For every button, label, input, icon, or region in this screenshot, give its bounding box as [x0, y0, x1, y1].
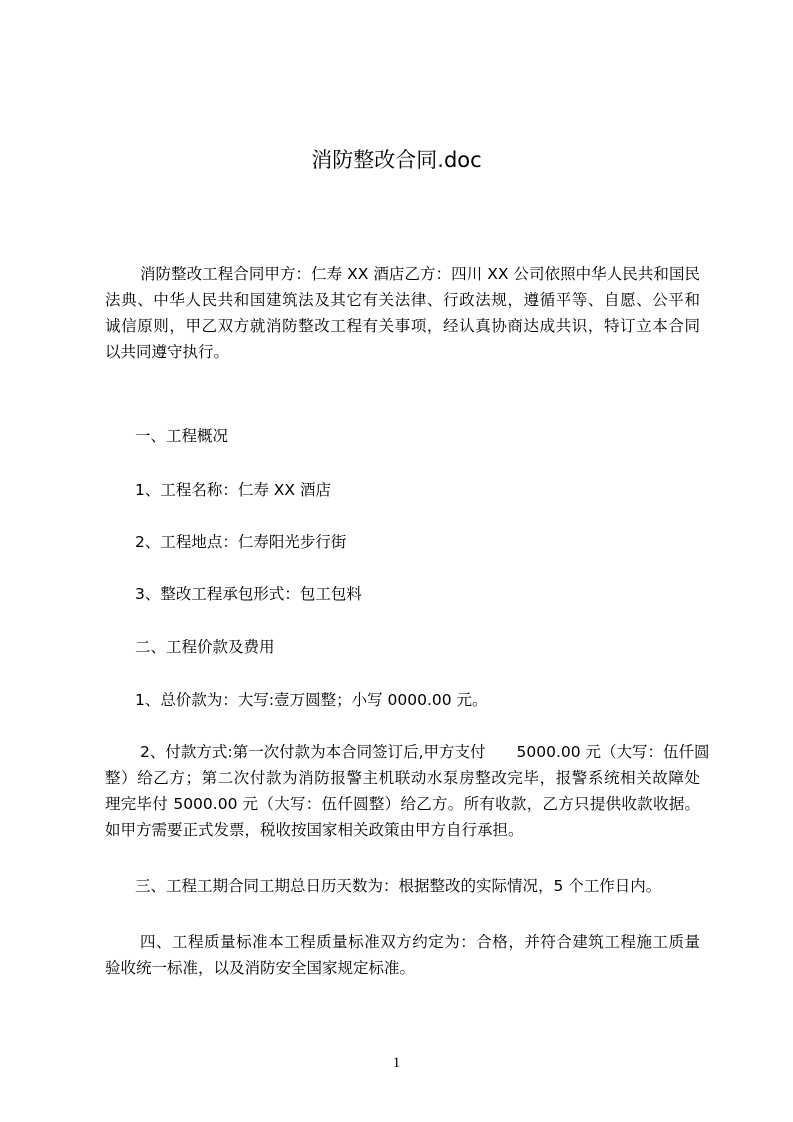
intro-line: 法典、中华人民共和国建筑法及其它有关法律、行政法规，遵循平等、自愿、公平和 [105, 291, 700, 309]
list-item: 1、总价款为：大写:壹万圆整；小写 0000.00 元。 [135, 691, 488, 709]
page-number: 1 [392, 1055, 401, 1071]
intro-line: 诚信原则，甲乙双方就消防整改工程有关事项，经认真协商达成共识，特订立本合同 [105, 317, 700, 335]
section-paragraph: 三、工程工期合同工期总日历天数为：根据整改的实际情况，5 个工作日内。 [135, 877, 662, 895]
list-item: 1、工程名称：仁寿 XX 酒店 [135, 481, 331, 499]
list-item: 2、工程地点：仁寿阳光步行街 [135, 533, 347, 551]
section-heading: 一、工程概况 [135, 427, 229, 445]
section-heading: 二、工程价款及费用 [135, 638, 275, 656]
intro-line: 以共同遵守执行。 [105, 343, 230, 361]
intro-line: 消防整改工程合同甲方：仁寿 XX 酒店乙方：四川 XX 公司依照中华人民共和国民 [140, 265, 700, 283]
section-paragraph: 四、工程质量标准本工程质量标准双方约定为：合格，并符合建筑工程施工质量 [140, 933, 700, 951]
section-paragraph: 验收统一标准，以及消防安全国家规定标准。 [105, 959, 416, 977]
list-item: 3、整改工程承包形式：包工包料 [135, 585, 362, 603]
document-title: 消防整改合同.doc [311, 148, 482, 172]
payment-line: 整）给乙方；第二次付款为消防报警主机联动水泵房整改完毕，报警系统相关故障处 [105, 769, 700, 787]
payment-line: 如甲方需要正式发票，税收按国家相关政策由甲方自行承担。 [105, 821, 524, 839]
payment-line: 2、付款方式:第一次付款为本合同签订后,甲方支付 5000.00 元（大写：伍仟圆 [140, 743, 710, 761]
payment-line: 理完毕付 5000.00 元（大写：伍仟圆整）给乙方。所有收款，乙方只提供收款收据。 [105, 795, 700, 813]
